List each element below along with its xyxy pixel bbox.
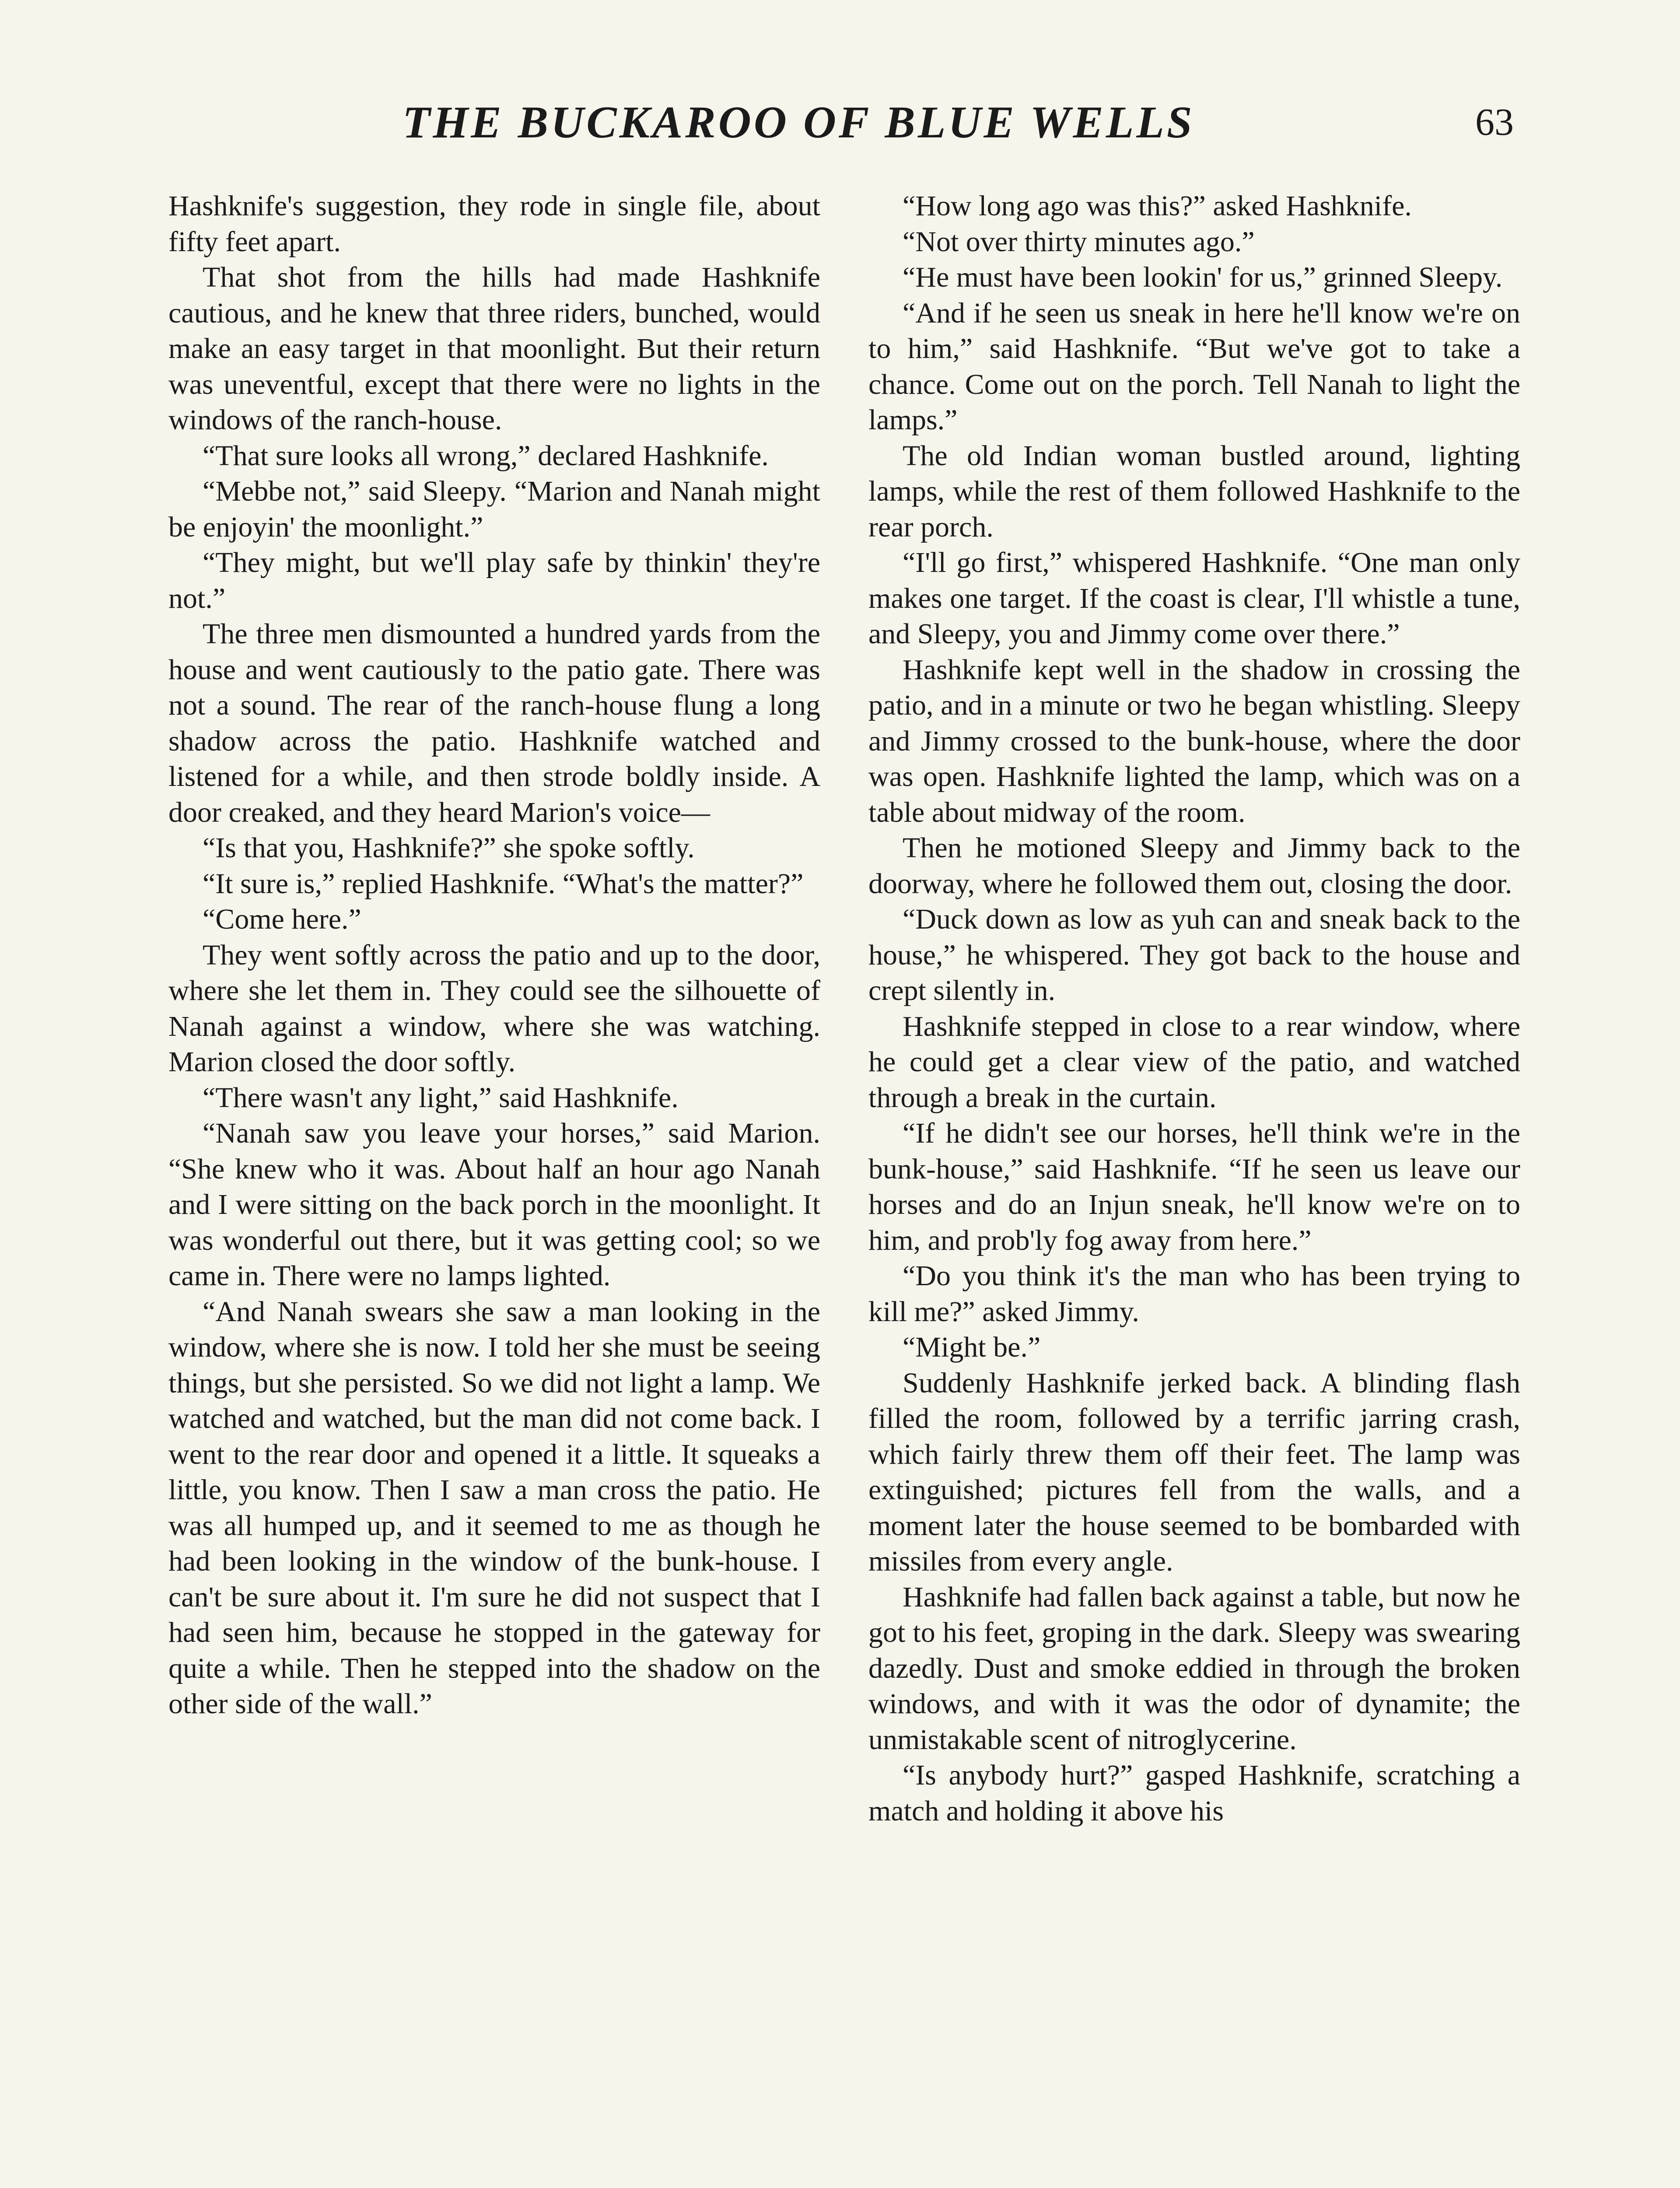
paragraph: “If he didn't see our horses, he'll think we're in the bunk-house,” said Hashknife. “If he seen us leave our horses and do an Injun sneak, he'll know we're on to him, and prob'ly fog away from here.” (868, 1117, 1520, 1256)
paragraph: “He must have been lookin' for us,” grinned Sleepy. (903, 261, 1503, 293)
paragraph: Suddenly Hashknife jerked back. A blinding flash filled the room, followed by a terrific jarring crash, which fairly threw them off their feet. The lamp was extinguished; pictures fell from the walls, and a moment later the house seemed to be bombarded with missiles from every angle. (868, 1367, 1520, 1577)
paragraph: “Might be.” (903, 1331, 1041, 1363)
paragraph: “There wasn't any light,” said Hashknife. (203, 1081, 679, 1114)
paragraph: The old Indian woman bustled around, lighting lamps, while the rest of them followed Hashknife to the rear porch. (868, 439, 1520, 543)
paragraph: Then he motioned Sleepy and Jimmy back to the doorway, where he followed them out, closing the door. (868, 832, 1520, 900)
running-title: THE BUCKAROO OF BLUE WELLS (402, 97, 1195, 147)
paragraph: The three men dismounted a hundred yards from the house and went cautiously to the patio gate. There was not a sound. The rear of the ranch-house flung a long shadow across the patio. Hashknife watched and listened for a while, and then strode boldly inside. A door creaked, and they heard Marion's voice— (168, 618, 820, 828)
paragraph: “Not over thirty minutes ago.” (903, 225, 1255, 258)
paragraph: “I'll go first,” whispered Hashknife. “One man only makes one target. If the coast is clear, I'll whistle a tune, and Sleepy, you and Jimmy come over there.” (868, 547, 1520, 650)
paragraph: They went softly across the patio and up to the door, where she let them in. They could see the silhouette of Nanah against a window, where she was watching. Marion closed the door softly. (168, 939, 820, 1078)
paragraph: “Mebbe not,” said Sleepy. “Marion and Nanah might be enjoyin' the moonlight.” (168, 475, 820, 543)
page-header (166, 94, 1522, 160)
page-number: 63 (1475, 101, 1514, 144)
paragraph: Hashknife's suggestion, they rode in single file, about fifty feet apart. (168, 190, 820, 258)
paragraph: “It sure is,” replied Hashknife. “What's the matter?” (203, 867, 804, 900)
paragraph: That shot from the hills had made Hashknife cautious, and he knew that three riders, bunched, would make an easy target in that moonlight. But their return was uneventful, except that there were no lights in the windows of the ranch-house. (168, 261, 820, 436)
paragraph: Hashknife kept well in the shadow in crossing the patio, and in a minute or two he began whistling. Sleepy and Jimmy crossed to the bunk-house, where the door was open. Hashknife lighted the lamp, which was on a table about midway of the room. (868, 653, 1520, 828)
paragraph: Hashknife stepped in close to a rear window, where he could get a clear view of the patio, and watched through a break in the curtain. (868, 1010, 1520, 1114)
paragraph: Hashknife had fallen back against a table, but now he got to his feet, groping in the dark. Sleepy was swearing dazedly. Dust and smoke eddied in through the broken windows, and with it was the odor of dynamite; the unmistakable scent of nitroglycerine. (868, 1581, 1520, 1756)
paragraph: “Come here.” (203, 903, 361, 935)
paragraph: “Do you think it's the man who has been trying to kill me?” asked Jimmy. (868, 1260, 1520, 1328)
text-column-left (168, 188, 820, 1722)
paragraph: “And Nanah swears she saw a man looking in the window, where she is now. I told her she must be seeing things, but she persisted. So we did not light a lamp. We watched and watched, but the man did not come back. I went to the rear door and opened it a little. It squeaks a little, you know. Then I saw a man cross the patio. He was all humped up, and it seemed to me as though he had been looking in the window of the bunk-house. I can't be sure about it. I'm sure he did not suspect that I had seen him, because he stopped in the gateway for quite a while. Then he stepped into the shadow on the other side of the wall.” (168, 1295, 820, 1720)
paragraph: “Duck down as low as yuh can and sneak back to the house,” he whispered. They got back to the house and crept silently in. (868, 903, 1520, 1006)
paragraph: “Nanah saw you leave your horses,” said Marion. “She knew who it was. About half an hour ago Nanah and I were sitting on the back porch in the moonlight. It was wonderful out there, but it was getting cool; so we came in. There were no lamps lighted. (168, 1117, 820, 1292)
paragraph: “That sure looks all wrong,” declared Hashknife. (203, 439, 769, 472)
text-column-right (868, 188, 1520, 1829)
paragraph: “And if he seen us sneak in here he'll know we're on to him,” said Hashknife. “But we've got to take a chance. Come out on the porch. Tell Nanah to light the lamps.” (868, 297, 1520, 436)
paragraph: “Is anybody hurt?” gasped Hashknife, scratching a match and holding it above his (868, 1759, 1520, 1827)
paragraph: “How long ago was this?” asked Hashknife. (903, 190, 1412, 222)
paragraph: “They might, but we'll play safe by thinkin' they're not.” (168, 547, 820, 614)
paragraph: “Is that you, Hashknife?” she spoke softly. (203, 832, 695, 864)
